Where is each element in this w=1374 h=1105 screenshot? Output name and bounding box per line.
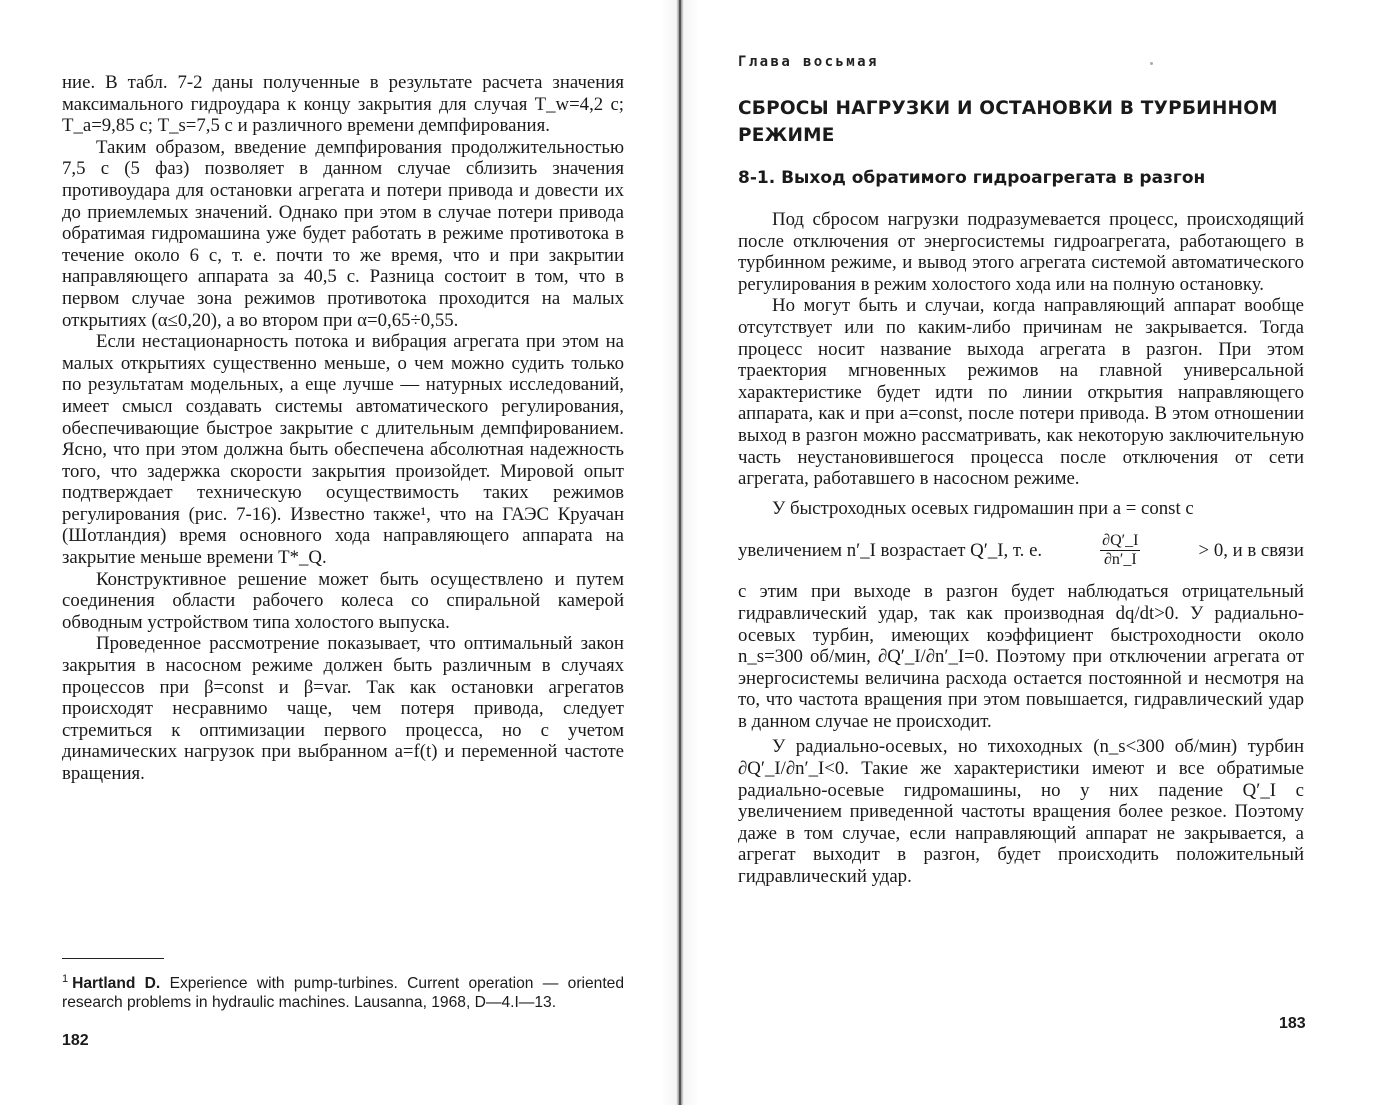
fraction-numerator: ∂Q′_I xyxy=(1102,531,1139,549)
footnote-marker: 1 xyxy=(62,973,69,985)
paragraph: Конструктивное решение может быть осуществлено и путем соединения области рабочего колеса со спиральной камерой обводным устройством типа холостого выпуска. xyxy=(62,568,624,633)
right-page-body xyxy=(738,209,1304,888)
paragraph: Но могут быть и случаи, когда направляющий аппарат вообще отсутствует или по каким-либо причинам не закрывается. Тогда процесс носит название выхода агрегата в разгон. При этом траектория мгновенных режимов на главной универсальной характеристике будет идти по линии открытия направляющего аппарата, как и при a=const, после потери привода. В этом отношении выход в разгон можно рассматривать, как некоторую заключительную часть неустановившегося процесса после отключения от сети агрегата, работавшего в насосном режиме. xyxy=(738,295,1304,490)
chapter-title: СБРОСЫ НАГРУЗКИ И ОСТАНОВКИ В ТУРБИННОМ РЕЖИМЕ xyxy=(738,98,1278,146)
page-number-left: 182 xyxy=(62,1032,89,1049)
left-page-body xyxy=(62,72,624,785)
paragraph: Проведенное рассмотрение показывает, что оптимальный закон закрытия в насосном режиме должен быть различным в случаях процессов при β=const и β=var. Так как остановки агрегатов происходят несравнимо чаще, чем потеря привода, следует стремиться к оптимизации первого процесса, но с учетом динамических нагрузок при выбранном a=f(t) и переменной частоте вращения. xyxy=(62,633,624,784)
paragraph: Если нестационарность потока и вибрация агрегата при этом на малых открытиях существенно меньше, о чем можно судить только по результатам модельных, а еще лучше — натурных исследований, имеет смысл создавать системы автоматического регулирования, обеспечивающие быстрое закрытие с длительным демпфированием. Ясно, что при этом должна быть обеспечена абсолютная надежность того, что задержка скорости закрытия произойдет. Мировой опыт подтверждает техническую осуществимость таких режимов регулирования (рис. 7-16). Известно также¹, что на ГАЭС Круачан (Шотландия) время основного хода направляющего аппарата на закрытие меньше времени T*_Q. xyxy=(62,331,624,569)
footnote-author: Hartland D. xyxy=(72,975,161,993)
footnote-text: Experience with pump-turbines. Current operation — oriented research problems in hydraulic machines. Lausanna, 1968, D—4.I—13. xyxy=(62,975,624,1011)
left-page xyxy=(0,0,676,1105)
chapter-label: Глава восьмая xyxy=(738,54,879,70)
paragraph: Таким образом, введение демпфирования продолжительностью 7,5 с (5 фаз) позволяет в данном случае сблизить значения противоудара для остановки агрегата и потери привода и довести их до приемлемых значений. Однако при этом в случае потери привода обратимая гидромашина уже будет работать в режиме противотока в течение около 6 с, т. е. почти то же время, что и при закрытии направляющего аппарата за 40,5 с. Разница состоит в том, что в первом случае зона режимов противотока проходится на малых открытиях (α≤0,20), а во втором при α=0,65÷0,55. xyxy=(62,136,624,331)
scan-speck xyxy=(1150,62,1153,65)
page-number-right: 183 xyxy=(1279,1015,1306,1032)
paragraph: с этим при выходе в разгон будет наблюдаться отрицательный гидравлический удар, так как производная dq/dt>0. У радиально-осевых турбин, имеющих коэффициент быстроходности около n_s=300 об/мин, ∂Q′_I/∂n′_I=0. Поэтому при отключении агрегата от энергосистемы величина расхода остается постоянной и несмотря на то, что частота вращения при этом повышается, гидравлический удар в данном случае не происходит. xyxy=(738,581,1304,732)
formula-line-start: увеличением n′_I возрастает Q′_I, т. е. xyxy=(738,539,1043,561)
book-gutter xyxy=(676,0,684,1105)
paragraph: У радиально-осевых, но тихоходных (n_s<300 об/мин) турбин ∂Q′_I/∂n′_I<0. Такие же характеристики имеют и все обратимые радиально-осевые гидромашины, но у них падение Q′_I с увеличением приведенной частоты вращения более резкое. Поэтому даже в том случае, если направляющий аппарат не закрывается, а агрегат выходит в разгон, будет происходить положительный гидравлический удар. xyxy=(738,736,1304,888)
fraction-denominator: ∂n′_I xyxy=(1103,550,1137,568)
formula-line xyxy=(738,523,1304,577)
section-title: 8-1. Выход обратимого гидроагрегата в разгон xyxy=(738,168,1206,188)
footnote xyxy=(62,970,624,1012)
paragraph: Под сбросом нагрузки подразумевается процесс, происходящий после отключения от энергосистемы гидроагрегата, работающего в турбинном режиме, и вывод этого агрегата системой автоматического регулирования в режим холостого хода или на полную остановку. xyxy=(738,209,1304,295)
formula-line-end: > 0, и в связи xyxy=(1198,539,1304,561)
paragraph: ние. В табл. 7-2 даны полученные в результате расчета значения максимального гидроудара к концу закрытия для случая T_w=4,2 с; T_a=9,85 с; T_s=7,5 с и различного времени демпфирования. xyxy=(62,72,624,137)
fraction xyxy=(1100,532,1140,569)
footnote-rule xyxy=(62,958,164,959)
formula-intro: У быстроходных осевых гидромашин при a = const с xyxy=(772,497,1194,519)
